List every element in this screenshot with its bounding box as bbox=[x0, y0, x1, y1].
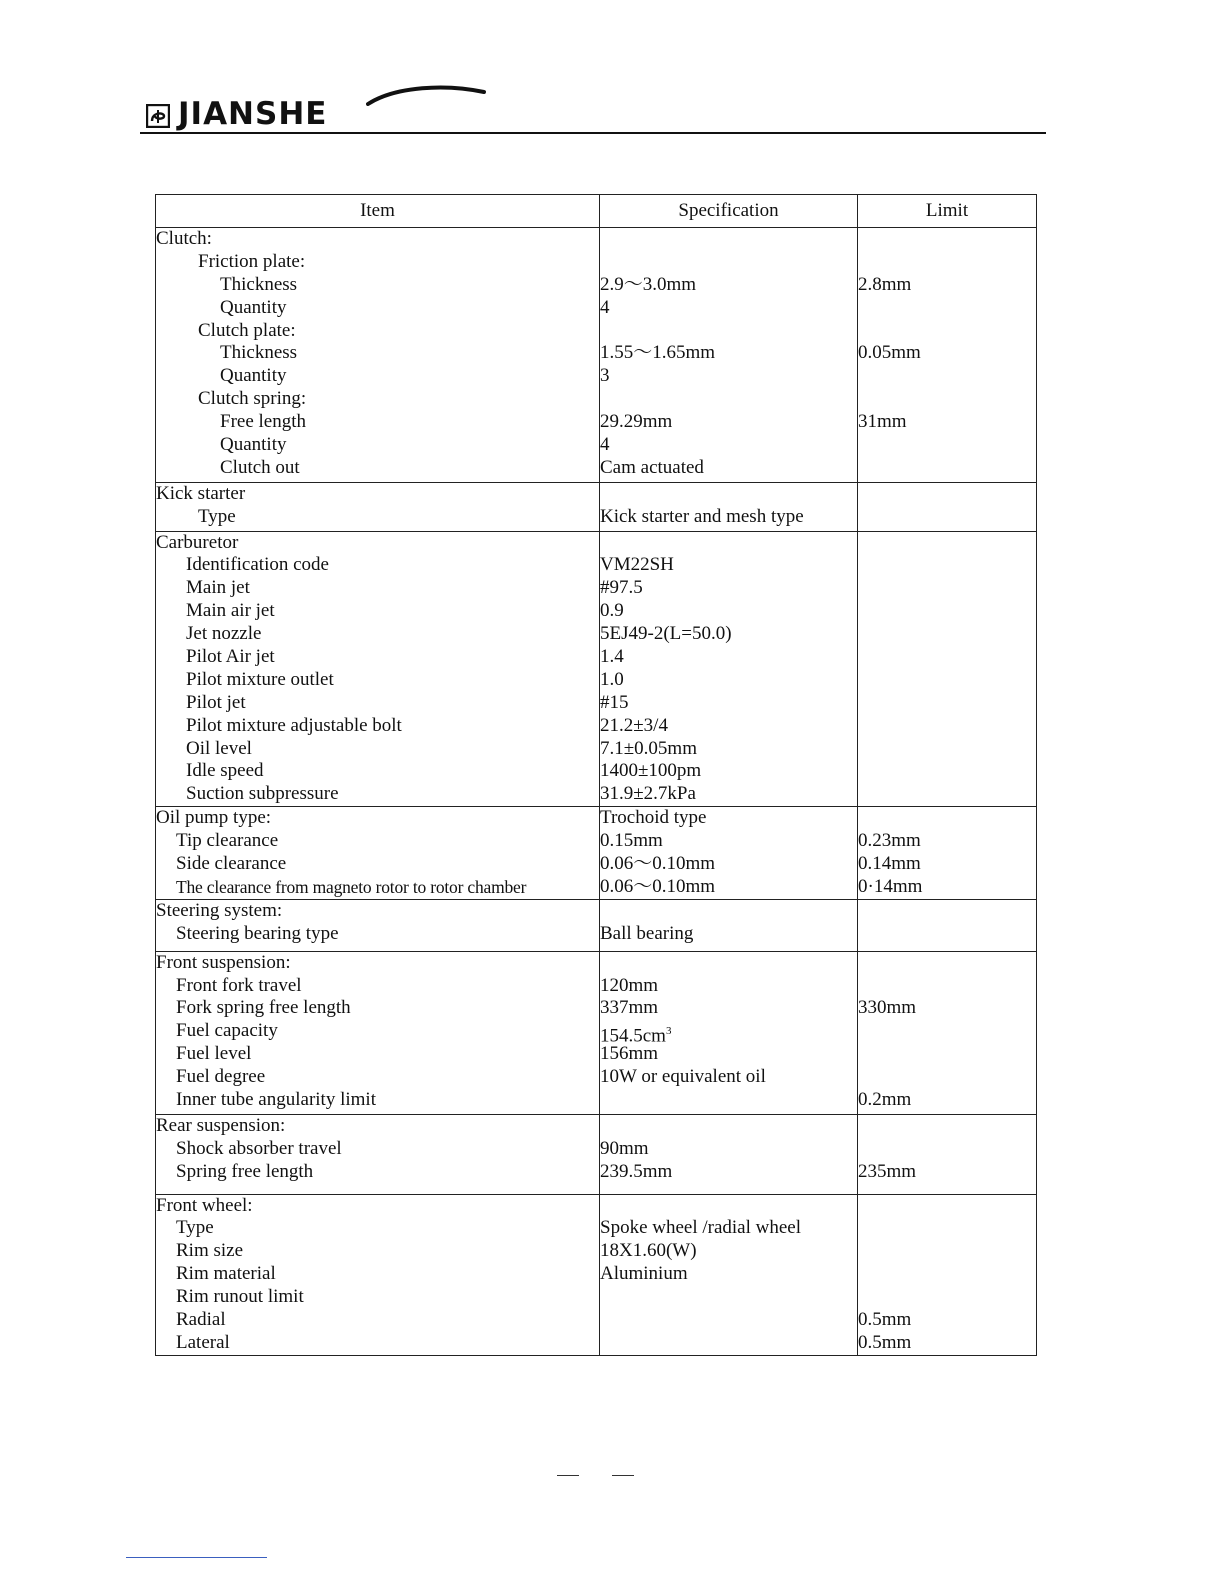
limit-value: 330mm bbox=[858, 997, 917, 1019]
spec-group bbox=[156, 531, 1037, 807]
spec-text bbox=[600, 623, 857, 646]
empty-line bbox=[858, 1066, 1036, 1089]
item-text bbox=[156, 692, 599, 715]
empty-line bbox=[858, 1020, 1036, 1043]
spec-text bbox=[600, 669, 857, 692]
item-text bbox=[156, 715, 599, 738]
spec-value: 21.2±3/4 bbox=[600, 714, 668, 736]
item-cell bbox=[156, 1194, 600, 1355]
item-value: Oil pump type: bbox=[156, 807, 272, 829]
item-value: Spring free length bbox=[176, 1160, 314, 1182]
item-value: Pilot mixture outlet bbox=[186, 668, 334, 690]
spec-text bbox=[600, 738, 857, 761]
item-value: Fuel level bbox=[176, 1043, 252, 1065]
item-value: Front fork travel bbox=[176, 974, 302, 996]
empty-line bbox=[858, 320, 1036, 343]
item-text bbox=[156, 1020, 599, 1043]
spec-value: Aluminium bbox=[600, 1263, 688, 1285]
limit-text bbox=[858, 274, 1036, 297]
spec-value: 29.29mm bbox=[600, 411, 673, 433]
spec-text bbox=[600, 853, 857, 876]
empty-line bbox=[858, 434, 1036, 457]
empty-line bbox=[600, 320, 857, 343]
spec-group bbox=[156, 1194, 1037, 1355]
empty-line bbox=[858, 646, 1036, 669]
item-value: Identification code bbox=[186, 554, 329, 576]
empty-line bbox=[858, 975, 1036, 998]
limit-text bbox=[858, 853, 1036, 876]
spec-text bbox=[600, 807, 857, 830]
spec-table-body bbox=[156, 228, 1037, 1356]
page-header bbox=[140, 82, 1046, 134]
empty-line bbox=[600, 483, 857, 506]
item-text bbox=[156, 669, 599, 692]
item-text bbox=[156, 783, 599, 806]
item-text bbox=[156, 434, 599, 457]
spec-text bbox=[600, 365, 857, 388]
spec-value: 3 bbox=[600, 365, 610, 387]
spec-text bbox=[600, 1138, 857, 1161]
spec-value: 0.15mm bbox=[600, 830, 663, 852]
item-value: Rim size bbox=[176, 1240, 244, 1262]
limit-value: 0.5mm bbox=[858, 1308, 912, 1330]
spec-value: 1.4 bbox=[600, 646, 624, 668]
empty-line bbox=[858, 923, 1036, 946]
spec-text bbox=[600, 1066, 857, 1089]
item-value: Carburetor bbox=[156, 531, 239, 553]
item-value: Clutch plate: bbox=[198, 319, 296, 341]
spec-group bbox=[156, 1114, 1037, 1194]
limit-cell bbox=[858, 951, 1037, 1114]
column-header-specification: Specification bbox=[600, 195, 858, 228]
item-text bbox=[156, 738, 599, 761]
item-value: Kick starter bbox=[156, 482, 246, 504]
item-text bbox=[156, 320, 599, 343]
spec-cell bbox=[600, 1194, 858, 1355]
item-cell bbox=[156, 482, 600, 531]
item-value: Rim runout limit bbox=[176, 1286, 304, 1308]
spec-text bbox=[600, 411, 857, 434]
empty-line bbox=[858, 1263, 1036, 1286]
item-value: Pilot jet bbox=[186, 691, 246, 713]
item-value: The clearance from magneto rotor to rotor chamber bbox=[176, 876, 527, 897]
limit-cell bbox=[858, 1114, 1037, 1194]
item-text bbox=[156, 365, 599, 388]
spec-text bbox=[600, 457, 857, 480]
empty-line bbox=[858, 692, 1036, 715]
spec-value: 1.0 bbox=[600, 668, 624, 690]
item-text bbox=[156, 760, 599, 783]
empty-line bbox=[858, 251, 1036, 274]
spec-text bbox=[600, 1020, 857, 1043]
spec-value: 1.55～1.65mm bbox=[600, 342, 716, 364]
empty-line bbox=[858, 577, 1036, 600]
empty-line bbox=[858, 600, 1036, 623]
spec-table-header bbox=[156, 195, 1037, 228]
item-value: Fuel degree bbox=[176, 1066, 266, 1088]
item-text bbox=[156, 1309, 599, 1332]
limit-text bbox=[858, 342, 1036, 365]
empty-line bbox=[858, 228, 1036, 251]
item-cell bbox=[156, 807, 600, 900]
spec-cell bbox=[600, 482, 858, 531]
item-value: Rear suspension: bbox=[156, 1114, 286, 1136]
item-text bbox=[156, 274, 599, 297]
spec-text bbox=[600, 506, 857, 529]
empty-line bbox=[600, 1309, 857, 1332]
limit-text bbox=[858, 1332, 1036, 1355]
empty-line bbox=[858, 1043, 1036, 1066]
item-value: Tip clearance bbox=[176, 830, 279, 852]
spec-value: 239.5mm bbox=[600, 1160, 673, 1182]
item-text bbox=[156, 952, 599, 975]
spec-value: 10W or equivalent oil bbox=[600, 1066, 766, 1088]
limit-value: 0·14mm bbox=[858, 875, 923, 897]
empty-line bbox=[858, 1286, 1036, 1309]
empty-line bbox=[858, 738, 1036, 761]
empty-line bbox=[600, 1195, 857, 1218]
item-text bbox=[156, 1263, 599, 1286]
limit-value: 0.14mm bbox=[858, 853, 921, 875]
item-value: Inner tube angularity limit bbox=[176, 1088, 376, 1110]
item-value: Radial bbox=[176, 1308, 226, 1330]
spec-value: 2.9～3.0mm bbox=[600, 273, 697, 295]
spec-value: Trochoid type bbox=[600, 807, 707, 829]
item-text bbox=[156, 1089, 599, 1112]
spec-value: #97.5 bbox=[600, 577, 643, 599]
limit-text bbox=[858, 1089, 1036, 1112]
item-text bbox=[156, 532, 599, 555]
spec-cell bbox=[600, 228, 858, 483]
spec-group bbox=[156, 951, 1037, 1114]
spec-text bbox=[600, 1161, 857, 1184]
item-value: Quantity bbox=[220, 365, 287, 387]
item-value: Quantity bbox=[220, 296, 287, 318]
empty-line bbox=[858, 952, 1036, 975]
empty-line bbox=[858, 506, 1036, 529]
item-value: Quantity bbox=[220, 434, 287, 456]
item-text bbox=[156, 853, 599, 876]
spec-value: #15 bbox=[600, 691, 629, 713]
spec-group bbox=[156, 899, 1037, 951]
empty-line bbox=[858, 1195, 1036, 1218]
limit-value: 235mm bbox=[858, 1160, 917, 1182]
item-text bbox=[156, 623, 599, 646]
empty-line bbox=[858, 1240, 1036, 1263]
item-cell bbox=[156, 951, 600, 1114]
empty-line bbox=[858, 1115, 1036, 1138]
empty-line bbox=[858, 554, 1036, 577]
limit-cell bbox=[858, 899, 1037, 951]
limit-text bbox=[858, 830, 1036, 853]
item-value: Suction subpressure bbox=[186, 783, 339, 805]
item-text bbox=[156, 1161, 599, 1184]
item-text bbox=[156, 1066, 599, 1089]
empty-line bbox=[858, 532, 1036, 555]
spec-value: 337mm bbox=[600, 997, 659, 1019]
item-text bbox=[156, 577, 599, 600]
empty-line bbox=[858, 807, 1036, 830]
spec-text bbox=[600, 783, 857, 806]
item-text bbox=[156, 876, 599, 899]
spec-value: 156mm bbox=[600, 1043, 659, 1065]
item-value: Front wheel: bbox=[156, 1194, 253, 1216]
item-value: Front suspension: bbox=[156, 951, 291, 973]
spec-cell bbox=[600, 807, 858, 900]
spec-text bbox=[600, 1263, 857, 1286]
spec-text bbox=[600, 342, 857, 365]
empty-line bbox=[600, 388, 857, 411]
item-text bbox=[156, 975, 599, 998]
unit-superscript: 3 bbox=[665, 1025, 672, 1038]
item-value: Type bbox=[198, 505, 236, 527]
spec-table bbox=[155, 194, 1037, 1356]
item-text bbox=[156, 506, 599, 529]
spec-value: VM22SH bbox=[600, 554, 674, 576]
item-text bbox=[156, 457, 599, 480]
spec-group bbox=[156, 482, 1037, 531]
empty-line bbox=[858, 388, 1036, 411]
limit-cell bbox=[858, 482, 1037, 531]
spec-value: 7.1±0.05mm bbox=[600, 737, 697, 759]
empty-line bbox=[600, 900, 857, 923]
brand-logo-text: JIANSHE bbox=[178, 96, 328, 132]
item-text bbox=[156, 646, 599, 669]
logo-swoosh bbox=[366, 82, 486, 106]
empty-line bbox=[858, 783, 1036, 806]
empty-line bbox=[600, 952, 857, 975]
spec-cell bbox=[600, 531, 858, 807]
spec-text bbox=[600, 646, 857, 669]
item-text bbox=[156, 600, 599, 623]
limit-value: 0.23mm bbox=[858, 830, 921, 852]
spec-value: 0.06～0.10mm bbox=[600, 875, 716, 897]
limit-value: 0.5mm bbox=[858, 1331, 912, 1353]
spec-value: 31.9±2.7kPa bbox=[600, 783, 696, 805]
item-text bbox=[156, 1043, 599, 1066]
limit-cell bbox=[858, 228, 1037, 483]
empty-line bbox=[858, 669, 1036, 692]
spec-text bbox=[600, 760, 857, 783]
item-cell bbox=[156, 228, 600, 483]
spec-text bbox=[600, 1043, 857, 1066]
spec-text bbox=[600, 434, 857, 457]
item-text bbox=[156, 1217, 599, 1240]
item-value: Thickness bbox=[220, 273, 298, 295]
item-value: Idle speed bbox=[186, 760, 264, 782]
item-text bbox=[156, 388, 599, 411]
limit-text bbox=[858, 1309, 1036, 1332]
item-value: Thickness bbox=[220, 342, 298, 364]
footer-link-underline bbox=[126, 1557, 267, 1558]
item-value: Clutch spring: bbox=[198, 388, 307, 410]
spec-value: 18X1.60(W) bbox=[600, 1240, 697, 1262]
spec-text bbox=[600, 577, 857, 600]
empty-line bbox=[858, 365, 1036, 388]
limit-cell bbox=[858, 807, 1037, 900]
limit-text bbox=[858, 411, 1036, 434]
item-value: Main air jet bbox=[186, 600, 275, 622]
header-rule bbox=[140, 132, 1046, 134]
column-header-limit: Limit bbox=[858, 195, 1037, 228]
spec-value: 90mm bbox=[600, 1137, 649, 1159]
spec-text bbox=[600, 876, 857, 899]
empty-line bbox=[600, 228, 857, 251]
empty-line bbox=[858, 1217, 1036, 1240]
item-value: Pilot mixture adjustable bolt bbox=[186, 714, 402, 736]
limit-value: 2.8mm bbox=[858, 273, 912, 295]
item-value: Type bbox=[176, 1217, 214, 1239]
spec-value: 0.06～0.10mm bbox=[600, 853, 716, 875]
item-value: Clutch out bbox=[220, 456, 300, 478]
empty-line bbox=[600, 1332, 857, 1355]
item-text bbox=[156, 1286, 599, 1309]
spec-value: 120mm bbox=[600, 974, 659, 996]
empty-line bbox=[858, 457, 1036, 480]
item-value: Lateral bbox=[176, 1331, 230, 1353]
item-text bbox=[156, 997, 599, 1020]
item-value: Friction plate: bbox=[198, 250, 306, 272]
limit-value: 31mm bbox=[858, 411, 907, 433]
item-cell bbox=[156, 531, 600, 807]
empty-line bbox=[858, 1138, 1036, 1161]
spec-group bbox=[156, 228, 1037, 483]
item-value: Clutch: bbox=[156, 228, 212, 249]
empty-line bbox=[600, 1089, 857, 1112]
page-number-dash-left bbox=[557, 1475, 579, 1476]
empty-line bbox=[858, 297, 1036, 320]
item-text bbox=[156, 1240, 599, 1263]
empty-line bbox=[858, 715, 1036, 738]
spec-value: Spoke wheel /radial wheel bbox=[600, 1217, 802, 1239]
item-value: Free length bbox=[220, 411, 307, 433]
item-text bbox=[156, 554, 599, 577]
spec-value: Cam actuated bbox=[600, 456, 704, 478]
item-text bbox=[156, 411, 599, 434]
spec-text bbox=[600, 600, 857, 623]
spec-text bbox=[600, 923, 857, 946]
spec-text bbox=[600, 297, 857, 320]
item-value: Pilot Air jet bbox=[186, 646, 275, 668]
spec-value: Kick starter and mesh type bbox=[600, 505, 804, 527]
item-text bbox=[156, 1332, 599, 1355]
item-value: Jet nozzle bbox=[186, 623, 262, 645]
spec-value: 154.5cm bbox=[600, 1025, 666, 1044]
empty-line bbox=[858, 623, 1036, 646]
item-cell bbox=[156, 1114, 600, 1194]
empty-line bbox=[600, 1286, 857, 1309]
item-text bbox=[156, 923, 599, 946]
item-cell bbox=[156, 899, 600, 951]
empty-line bbox=[600, 532, 857, 555]
spec-text bbox=[600, 975, 857, 998]
limit-value: 0.05mm bbox=[858, 342, 921, 364]
item-text bbox=[156, 900, 599, 923]
page-number-dash-right bbox=[612, 1475, 634, 1476]
empty-line bbox=[858, 483, 1036, 506]
item-text bbox=[156, 1115, 599, 1138]
jianshe-emblem-icon bbox=[146, 104, 170, 128]
item-value: Fuel capacity bbox=[176, 1020, 278, 1042]
spec-text bbox=[600, 274, 857, 297]
spec-text bbox=[600, 554, 857, 577]
spec-cell bbox=[600, 1114, 858, 1194]
item-value: Shock absorber travel bbox=[176, 1137, 342, 1159]
item-value: Steering system: bbox=[156, 899, 283, 921]
spec-text bbox=[600, 715, 857, 738]
spec-value: 0.9 bbox=[600, 600, 624, 622]
column-header-item: Item bbox=[156, 195, 600, 228]
limit-text bbox=[858, 997, 1036, 1020]
spec-value: 4 bbox=[600, 434, 610, 456]
limit-cell bbox=[858, 531, 1037, 807]
limit-text bbox=[858, 1161, 1036, 1184]
spec-text bbox=[600, 692, 857, 715]
spec-cell bbox=[600, 951, 858, 1114]
item-text bbox=[156, 251, 599, 274]
item-text bbox=[156, 830, 599, 853]
item-text bbox=[156, 228, 599, 251]
spec-text bbox=[600, 997, 857, 1020]
limit-cell bbox=[858, 1194, 1037, 1355]
empty-line bbox=[600, 1115, 857, 1138]
empty-line bbox=[858, 760, 1036, 783]
item-text bbox=[156, 342, 599, 365]
spec-cell bbox=[600, 899, 858, 951]
item-value: Fork spring free length bbox=[176, 997, 351, 1019]
item-text bbox=[156, 1138, 599, 1161]
spec-text bbox=[600, 1240, 857, 1263]
limit-value: 0.2mm bbox=[858, 1088, 912, 1110]
item-value: Main jet bbox=[186, 577, 250, 599]
spec-text bbox=[600, 1217, 857, 1240]
item-value: Side clearance bbox=[176, 853, 287, 875]
item-text bbox=[156, 483, 599, 506]
spec-text bbox=[600, 830, 857, 853]
empty-line bbox=[858, 900, 1036, 923]
item-value: Rim material bbox=[176, 1263, 276, 1285]
item-value: Oil level bbox=[186, 737, 252, 759]
limit-text bbox=[858, 876, 1036, 899]
item-text bbox=[156, 1195, 599, 1218]
empty-line bbox=[600, 251, 857, 274]
item-text bbox=[156, 807, 599, 830]
spec-group bbox=[156, 807, 1037, 900]
spec-value: 4 bbox=[600, 296, 610, 318]
item-value: Steering bearing type bbox=[176, 922, 339, 944]
spec-value: 1400±100pm bbox=[600, 760, 702, 782]
spec-value: Ball bearing bbox=[600, 922, 694, 944]
item-text bbox=[156, 297, 599, 320]
spec-value: 5EJ49-2(L=50.0) bbox=[600, 623, 732, 645]
